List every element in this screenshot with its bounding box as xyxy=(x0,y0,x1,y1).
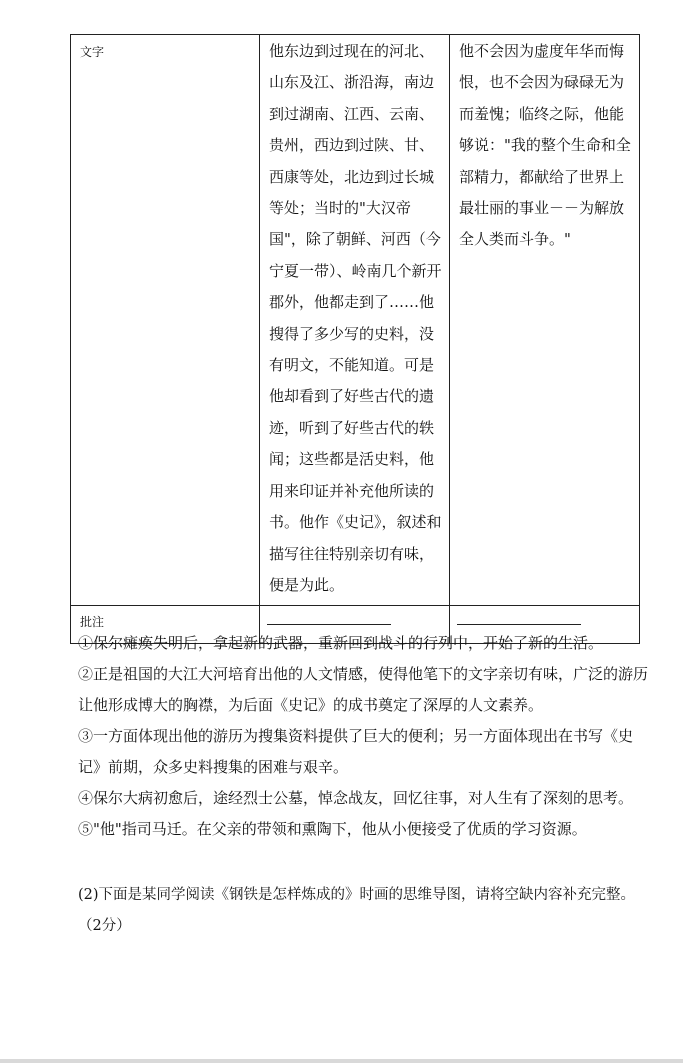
annotation-table xyxy=(70,34,640,644)
option-3: ③一方面体现出他的游历为搜集资料提供了巨大的便利；另一方面体现出在书写《史记》前期，众多史料搜集的困难与艰辛。 xyxy=(78,727,634,776)
row-label-annotation: 批注 xyxy=(71,606,260,644)
blank-line xyxy=(457,624,581,625)
question-2: (2)下面是某同学阅读《钢铁是怎样炼成的》时画的思维导图，请将空缺内容补充完整。（2分） xyxy=(78,887,636,934)
option-2: ②正是祖国的大江大河培育出他的人文情感，使得他笔下的文字亲切有味，广泛的游历让他形成博大的胸襟，为后面《史记》的成书奠定了深厚的人文素养。 xyxy=(78,665,649,714)
option-1: ①保尔瘫痪失明后，拿起新的武器，重新回到战斗的行列中，开始了新的生活。 xyxy=(78,634,604,652)
sima-qian-passage: 他东边到过现在的河北、山东及江、浙沿海，南边到过湖南、江西、云南、贵州，西边到过陕、甘、西康等处，北边到过长城等处；当时的"大汉帝国"，除了朝鲜、河西（今宁夏一带）、岭南几个新开郡外，他都走到了……他搜得了多少写的史料，没有明文，不能知道。可是他却看到了好些古代的遗迹，听到了好些古代的轶闻；这些都是活史料，他用来印证并补充他所读的书。他作《史记》，叙述和描写往往特别亲切有味，便是为此。 xyxy=(259,35,449,606)
blank-line xyxy=(267,624,391,625)
pavel-passage: 他不会因为虚度年华而悔恨，也不会因为碌碌无为而羞愧；临终之际，他能够说："我的整个生命和全部精力，都献给了世界上最壮丽的事业－－为解放全人类而斗争。" xyxy=(449,35,639,606)
option-4: ④保尔大病初愈后，途经烈士公墓，悼念战友，回忆往事，对人生有了深刻的思考。 xyxy=(78,789,634,807)
row-label-text: 文字 xyxy=(71,35,260,606)
option-5: ⑤"他"指司马迁。在父亲的带领和熏陶下，他从小便接受了优质的学习资源。 xyxy=(78,820,587,838)
answer-options xyxy=(78,628,648,845)
table-row-text xyxy=(71,35,640,606)
bottom-scrollbar-strip xyxy=(0,1059,683,1063)
